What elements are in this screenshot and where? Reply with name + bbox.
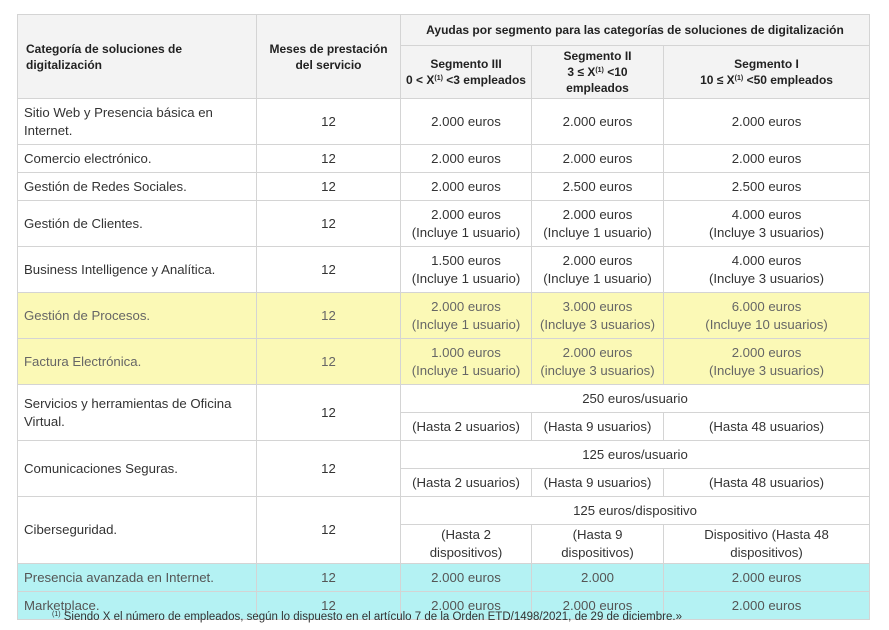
- row-category: Business Intelligence y Analítica.: [18, 247, 257, 293]
- footnote: [52, 611, 682, 623]
- table-row-split: [18, 441, 870, 469]
- header-segment-3: [401, 46, 532, 99]
- footnote-text: Siendo X el número de empleados, según lo dispuesto en el artículo 7 de la Orden ETD/1498/2021, de 29 de diciembre.»: [63, 611, 682, 623]
- row-seg3: 2.000 euros (Incluye 1 usuario): [401, 293, 532, 339]
- row-seg1: 2.000 euros: [664, 99, 870, 145]
- row-category: Comercio electrónico.: [18, 145, 257, 173]
- segment-name: Segmento II: [563, 49, 632, 63]
- row-seg3: 1.500 euros (Incluye 1 usuario): [401, 247, 532, 293]
- row-seg1: 2.000 euros (Incluye 3 usuarios): [664, 339, 870, 385]
- segment-range: $3 \le X^{(1)} <10$ empleados: [566, 65, 629, 95]
- row-seg2: 2.000 euros (incluye 3 usuarios): [532, 339, 664, 385]
- row-seg1: 2.000 euros: [664, 564, 870, 592]
- row-category: Gestión de Redes Sociales.: [18, 173, 257, 201]
- row-seg2: (Hasta 9 usuarios): [532, 413, 664, 441]
- segment-name: Segmento III: [430, 57, 502, 71]
- row-seg2: 2.000 euros (Incluye 1 usuario): [532, 247, 664, 293]
- row-seg1: (Hasta 48 usuarios): [664, 413, 870, 441]
- row-months: 12: [257, 293, 401, 339]
- table-row-highlighted: [18, 339, 870, 385]
- row-months: 12: [257, 145, 401, 173]
- row-category: Servicios y herramientas de Oficina Virtual.: [18, 385, 257, 441]
- header-category: Categoría de soluciones de digitalización: [18, 15, 257, 99]
- table-row: [18, 145, 870, 173]
- row-category: Gestión de Clientes.: [18, 201, 257, 247]
- row-seg2: 2.000 euros: [532, 592, 664, 620]
- row-seg2: 2.000: [532, 564, 664, 592]
- row-category: Ciberseguridad.: [18, 497, 257, 564]
- row-months: 12: [257, 564, 401, 592]
- segment-range: $10 \le X^{(1)} <50$ empleados: [700, 73, 833, 87]
- row-seg3: 1.000 euros (Incluye 1 usuario): [401, 339, 532, 385]
- row-seg3: (Hasta 2 usuarios): [401, 469, 532, 497]
- row-months: 12: [257, 497, 401, 564]
- row-seg3: 2.000 euros (Incluye 1 usuario): [401, 201, 532, 247]
- segment-name: Segmento I: [734, 57, 799, 71]
- row-shared-amount: 125 euros/usuario: [401, 441, 870, 469]
- aid-table: [17, 14, 870, 620]
- table-row: [18, 247, 870, 293]
- row-seg1: 6.000 euros (Incluye 10 usuarios): [664, 293, 870, 339]
- row-seg3: (Hasta 2 dispositivos): [401, 525, 532, 564]
- row-seg2: 2.000 euros: [532, 99, 664, 145]
- row-seg1: 4.000 euros (Incluye 3 usuarios): [664, 201, 870, 247]
- row-category: Factura Electrónica.: [18, 339, 257, 385]
- row-seg1: 2.000 euros: [664, 145, 870, 173]
- row-months: 12: [257, 173, 401, 201]
- row-seg1: 2.000 euros: [664, 592, 870, 620]
- table-row: [18, 173, 870, 201]
- table-row-split: [18, 497, 870, 525]
- row-category: Presencia avanzada en Internet.: [18, 564, 257, 592]
- row-category: Marketplace.: [18, 592, 257, 620]
- row-seg1: 2.500 euros: [664, 173, 870, 201]
- row-months: 12: [257, 592, 401, 620]
- table-row: [18, 99, 870, 145]
- row-category: Sitio Web y Presencia básica en Internet.: [18, 99, 257, 145]
- row-seg1: (Hasta 48 usuarios): [664, 469, 870, 497]
- row-seg2: 3.000 euros (Incluye 3 usuarios): [532, 293, 664, 339]
- row-shared-amount: 125 euros/dispositivo: [401, 497, 870, 525]
- header-months: Meses de prestación del servicio: [257, 15, 401, 99]
- row-seg3: 2.000 euros: [401, 564, 532, 592]
- row-months: 12: [257, 247, 401, 293]
- row-seg1: Dispositivo (Hasta 48 dispositivos): [664, 525, 870, 564]
- row-seg3: 2.000 euros: [401, 173, 532, 201]
- row-seg2: (Hasta 9 dispositivos): [532, 525, 664, 564]
- row-seg3: 2.000 euros: [401, 145, 532, 173]
- row-seg2: 2.500 euros: [532, 173, 664, 201]
- row-category: Gestión de Procesos.: [18, 293, 257, 339]
- aid-table-container: [17, 14, 869, 620]
- row-seg3: 2.000 euros: [401, 99, 532, 145]
- row-shared-amount: 250 euros/usuario: [401, 385, 870, 413]
- table-row: [18, 201, 870, 247]
- row-months: 12: [257, 385, 401, 441]
- segment-range: $0 < X^{(1)} <3$ empleados: [406, 73, 526, 87]
- row-seg3: 2.000 euros: [401, 592, 532, 620]
- header-segment-1: [664, 46, 870, 99]
- row-seg2: 2.000 euros (Incluye 1 usuario): [532, 201, 664, 247]
- row-seg1: 4.000 euros (Incluye 3 usuarios): [664, 247, 870, 293]
- row-months: 12: [257, 99, 401, 145]
- header-ayudas: Ayudas por segmento para las categorías de soluciones de digitalización: [401, 15, 870, 46]
- row-months: 12: [257, 201, 401, 247]
- table-row-highlighted: [18, 293, 870, 339]
- row-seg2: (Hasta 9 usuarios): [532, 469, 664, 497]
- row-seg3: (Hasta 2 usuarios): [401, 413, 532, 441]
- row-category: Comunicaciones Seguras.: [18, 441, 257, 497]
- row-months: 12: [257, 339, 401, 385]
- row-seg2: 2.000 euros: [532, 145, 664, 173]
- row-months: 12: [257, 441, 401, 497]
- footnote-marker: (1): [52, 611, 61, 618]
- table-row-split: [18, 385, 870, 413]
- table-row-highlighted: [18, 564, 870, 592]
- header-segment-2: [532, 46, 664, 99]
